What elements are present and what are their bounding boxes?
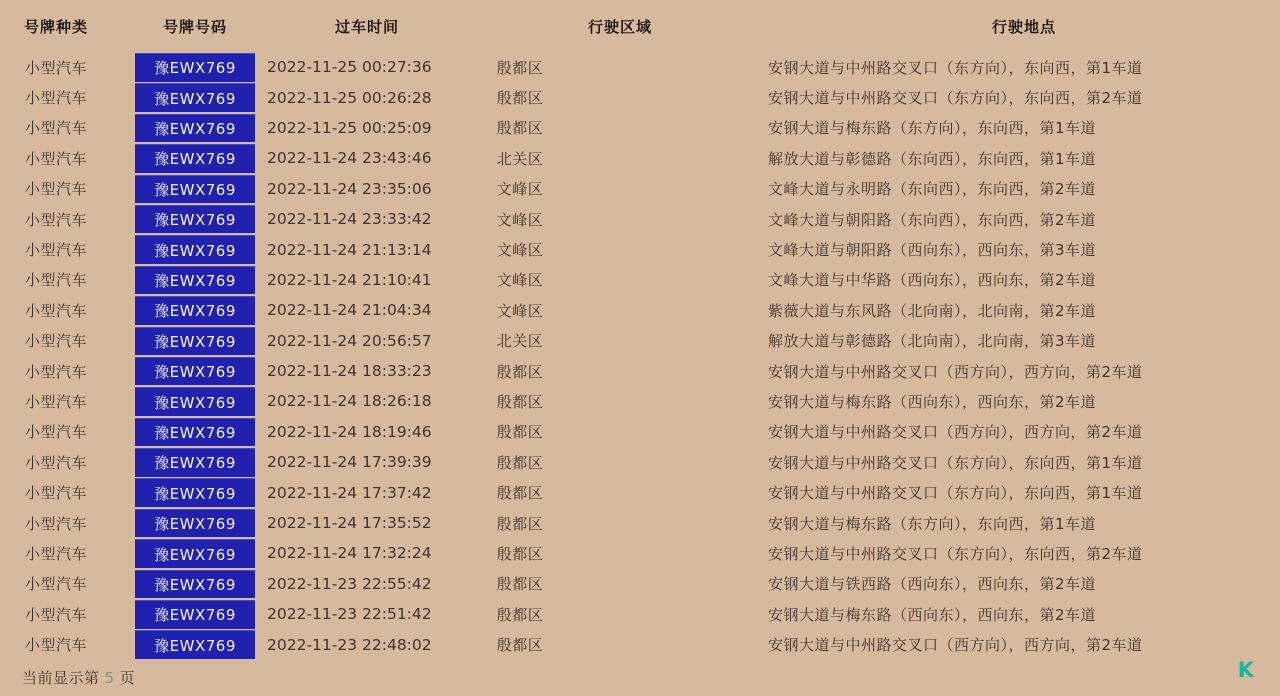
plate-number-cell[interactable]: 豫EWX769 [135, 144, 255, 173]
location-cell: 安钢大道与中州路交叉口（东方向），东向西，第2车道 [768, 89, 1143, 108]
district-cell: 文峰区 [496, 301, 544, 320]
pass-time-cell: 2022-11-25 00:27:36 [267, 58, 432, 77]
table-row [0, 356, 1280, 386]
table-row [0, 599, 1280, 629]
pagination-status [22, 667, 135, 688]
pass-time-cell: 2022-11-24 18:33:23 [267, 362, 432, 381]
plate-number-cell[interactable]: 豫EWX769 [135, 357, 255, 386]
location-cell: 安钢大道与中州路交叉口（东方向），东向西，第1车道 [768, 484, 1143, 503]
table-row [0, 174, 1280, 204]
plate-type-cell: 小型汽车 [24, 210, 87, 229]
plate-type-cell: 小型汽车 [24, 575, 87, 594]
plate-number-cell[interactable]: 豫EWX769 [135, 114, 255, 143]
current-page-number: 5 [104, 669, 115, 687]
district-cell: 文峰区 [496, 180, 544, 199]
location-cell: 安钢大道与梅东路（东方向），东向西，第1车道 [768, 514, 1097, 533]
district-cell: 文峰区 [496, 210, 544, 229]
plate-type-cell: 小型汽车 [24, 544, 87, 563]
plate-type-cell: 小型汽车 [24, 484, 87, 503]
plate-type-cell: 小型汽车 [24, 119, 87, 138]
plate-type-cell: 小型汽车 [24, 605, 87, 624]
location-cell: 文峰大道与永明路（东向西），东向西，第2车道 [768, 180, 1097, 199]
plate-type-cell: 小型汽车 [24, 89, 87, 108]
plate-type-cell: 小型汽车 [24, 58, 87, 77]
plate-number-cell[interactable]: 豫EWX769 [135, 205, 255, 234]
location-cell: 安钢大道与梅东路（西向东），西向东，第2车道 [768, 392, 1097, 411]
plate-type-cell: 小型汽车 [24, 423, 87, 442]
plate-type-cell: 小型汽车 [24, 301, 87, 320]
location-cell: 安钢大道与梅东路（东方向），东向西，第1车道 [768, 119, 1097, 138]
pass-time-cell: 2022-11-25 00:26:28 [267, 88, 432, 107]
table-row [0, 295, 1280, 325]
location-cell: 安钢大道与中州路交叉口（东方向），东向西，第2车道 [768, 544, 1143, 563]
table-row [0, 234, 1280, 264]
location-cell: 安钢大道与中州路交叉口（西方向），西方向，第2车道 [768, 423, 1143, 442]
plate-number-cell[interactable]: 豫EWX769 [135, 418, 255, 447]
table-row [0, 265, 1280, 295]
pass-time-cell: 2022-11-24 17:39:39 [267, 453, 432, 472]
plate-number-cell[interactable]: 豫EWX769 [135, 266, 255, 295]
plate-number-cell[interactable]: 豫EWX769 [135, 600, 255, 629]
district-cell: 殷都区 [496, 58, 544, 77]
district-cell: 殷都区 [496, 392, 544, 411]
table-row [0, 508, 1280, 538]
plate-number-cell[interactable]: 豫EWX769 [135, 235, 255, 264]
pass-time-cell: 2022-11-24 18:19:46 [267, 422, 432, 441]
plate-number-cell[interactable]: 豫EWX769 [135, 175, 255, 204]
pass-time-cell: 2022-11-25 00:25:09 [267, 118, 432, 137]
location-cell: 紫薇大道与东风路（北向南），北向南，第2车道 [768, 301, 1097, 320]
table-header-row [0, 0, 1280, 52]
header-location: 行驶地点 [991, 18, 1056, 36]
location-cell: 文峰大道与朝阳路（东向西），东向西，第2车道 [768, 210, 1097, 229]
pass-time-cell: 2022-11-24 20:56:57 [267, 331, 432, 350]
kapwing-watermark-icon: K [1237, 658, 1254, 682]
pass-time-cell: 2022-11-24 18:26:18 [267, 392, 432, 411]
pass-time-cell: 2022-11-23 22:51:42 [267, 605, 432, 624]
plate-number-cell[interactable]: 豫EWX769 [135, 630, 255, 659]
district-cell: 殷都区 [496, 453, 544, 472]
plate-type-cell: 小型汽车 [24, 271, 87, 290]
location-cell: 安钢大道与中州路交叉口（东方向），东向西，第1车道 [768, 58, 1143, 77]
district-cell: 文峰区 [496, 271, 544, 290]
plate-type-cell: 小型汽车 [24, 392, 87, 411]
plate-type-cell: 小型汽车 [24, 332, 87, 351]
plate-type-cell: 小型汽车 [24, 362, 87, 381]
location-cell: 安钢大道与铁西路（西向东），西向东，第2车道 [768, 575, 1097, 594]
pass-time-cell: 2022-11-24 17:35:52 [267, 514, 432, 533]
plate-type-cell: 小型汽车 [24, 180, 87, 199]
table-row [0, 538, 1280, 568]
location-cell: 安钢大道与中州路交叉口（西方向），西方向，第2车道 [768, 636, 1143, 655]
header-plate-number: 号牌号码 [162, 18, 227, 36]
plate-number-cell[interactable]: 豫EWX769 [135, 387, 255, 416]
table-row [0, 386, 1280, 416]
location-cell: 文峰大道与朝阳路（西向东），西向东，第3车道 [768, 241, 1097, 260]
plate-number-cell[interactable]: 豫EWX769 [135, 83, 255, 112]
pass-time-cell: 2022-11-24 21:10:41 [267, 270, 432, 289]
header-plate-type: 号牌种类 [23, 18, 88, 36]
district-cell: 殷都区 [496, 119, 544, 138]
plate-type-cell: 小型汽车 [24, 241, 87, 260]
district-cell: 殷都区 [496, 484, 544, 503]
header-district: 行驶区域 [587, 18, 652, 36]
pass-time-cell: 2022-11-23 22:55:42 [267, 574, 432, 593]
table-row [0, 447, 1280, 477]
location-cell: 解放大道与彰德路（东向西），东向西，第1车道 [768, 149, 1097, 168]
plate-number-cell[interactable]: 豫EWX769 [135, 509, 255, 538]
plate-number-cell[interactable]: 豫EWX769 [135, 478, 255, 507]
pass-time-cell: 2022-11-24 17:37:42 [267, 483, 432, 502]
plate-type-cell: 小型汽车 [24, 149, 87, 168]
district-cell: 北关区 [496, 332, 544, 351]
plate-type-cell: 小型汽车 [24, 453, 87, 472]
plate-number-cell[interactable]: 豫EWX769 [135, 570, 255, 599]
table-row [0, 82, 1280, 112]
district-cell: 殷都区 [496, 636, 544, 655]
plate-number-cell[interactable]: 豫EWX769 [135, 53, 255, 82]
district-cell: 文峰区 [496, 241, 544, 260]
table-row [0, 52, 1280, 82]
table-row [0, 326, 1280, 356]
header-pass-time: 过车时间 [334, 18, 399, 36]
plate-number-cell[interactable]: 豫EWX769 [135, 327, 255, 356]
district-cell: 殷都区 [496, 605, 544, 624]
district-cell: 殷都区 [496, 544, 544, 563]
pagination-suffix: 页 [119, 669, 136, 687]
district-cell: 北关区 [496, 149, 544, 168]
pass-time-cell: 2022-11-24 23:43:46 [267, 149, 432, 168]
plate-number-cell[interactable]: 豫EWX769 [135, 539, 255, 568]
table-row [0, 629, 1280, 659]
plate-number-cell[interactable]: 豫EWX769 [135, 448, 255, 477]
table-row [0, 477, 1280, 507]
table-row [0, 204, 1280, 234]
table-row [0, 143, 1280, 173]
pass-time-cell: 2022-11-24 21:13:14 [267, 240, 432, 259]
pagination-prefix: 当前显示第 [22, 669, 100, 687]
pass-time-cell: 2022-11-23 22:48:02 [267, 635, 432, 654]
plate-type-cell: 小型汽车 [24, 636, 87, 655]
location-cell: 安钢大道与梅东路（西向东），西向东，第2车道 [768, 605, 1097, 624]
location-cell: 文峰大道与中华路（西向东），西向东，第2车道 [768, 271, 1097, 290]
location-cell: 安钢大道与中州路交叉口（西方向），西方向，第2车道 [768, 362, 1143, 381]
location-cell: 安钢大道与中州路交叉口（东方向），东向西，第1车道 [768, 453, 1143, 472]
table-row [0, 569, 1280, 599]
location-cell: 解放大道与彰德路（北向南），北向南，第3车道 [768, 332, 1097, 351]
plate-type-cell: 小型汽车 [24, 514, 87, 533]
district-cell: 殷都区 [496, 514, 544, 533]
district-cell: 殷都区 [496, 362, 544, 381]
district-cell: 殷都区 [496, 575, 544, 594]
district-cell: 殷都区 [496, 89, 544, 108]
pass-time-cell: 2022-11-24 23:35:06 [267, 179, 432, 198]
table-row [0, 417, 1280, 447]
district-cell: 殷都区 [496, 423, 544, 442]
table-body [0, 52, 1280, 660]
pass-time-cell: 2022-11-24 23:33:42 [267, 210, 432, 229]
plate-number-cell[interactable]: 豫EWX769 [135, 296, 255, 325]
pass-time-cell: 2022-11-24 17:32:24 [267, 544, 432, 563]
table-row [0, 113, 1280, 143]
pass-time-cell: 2022-11-24 21:04:34 [267, 301, 432, 320]
